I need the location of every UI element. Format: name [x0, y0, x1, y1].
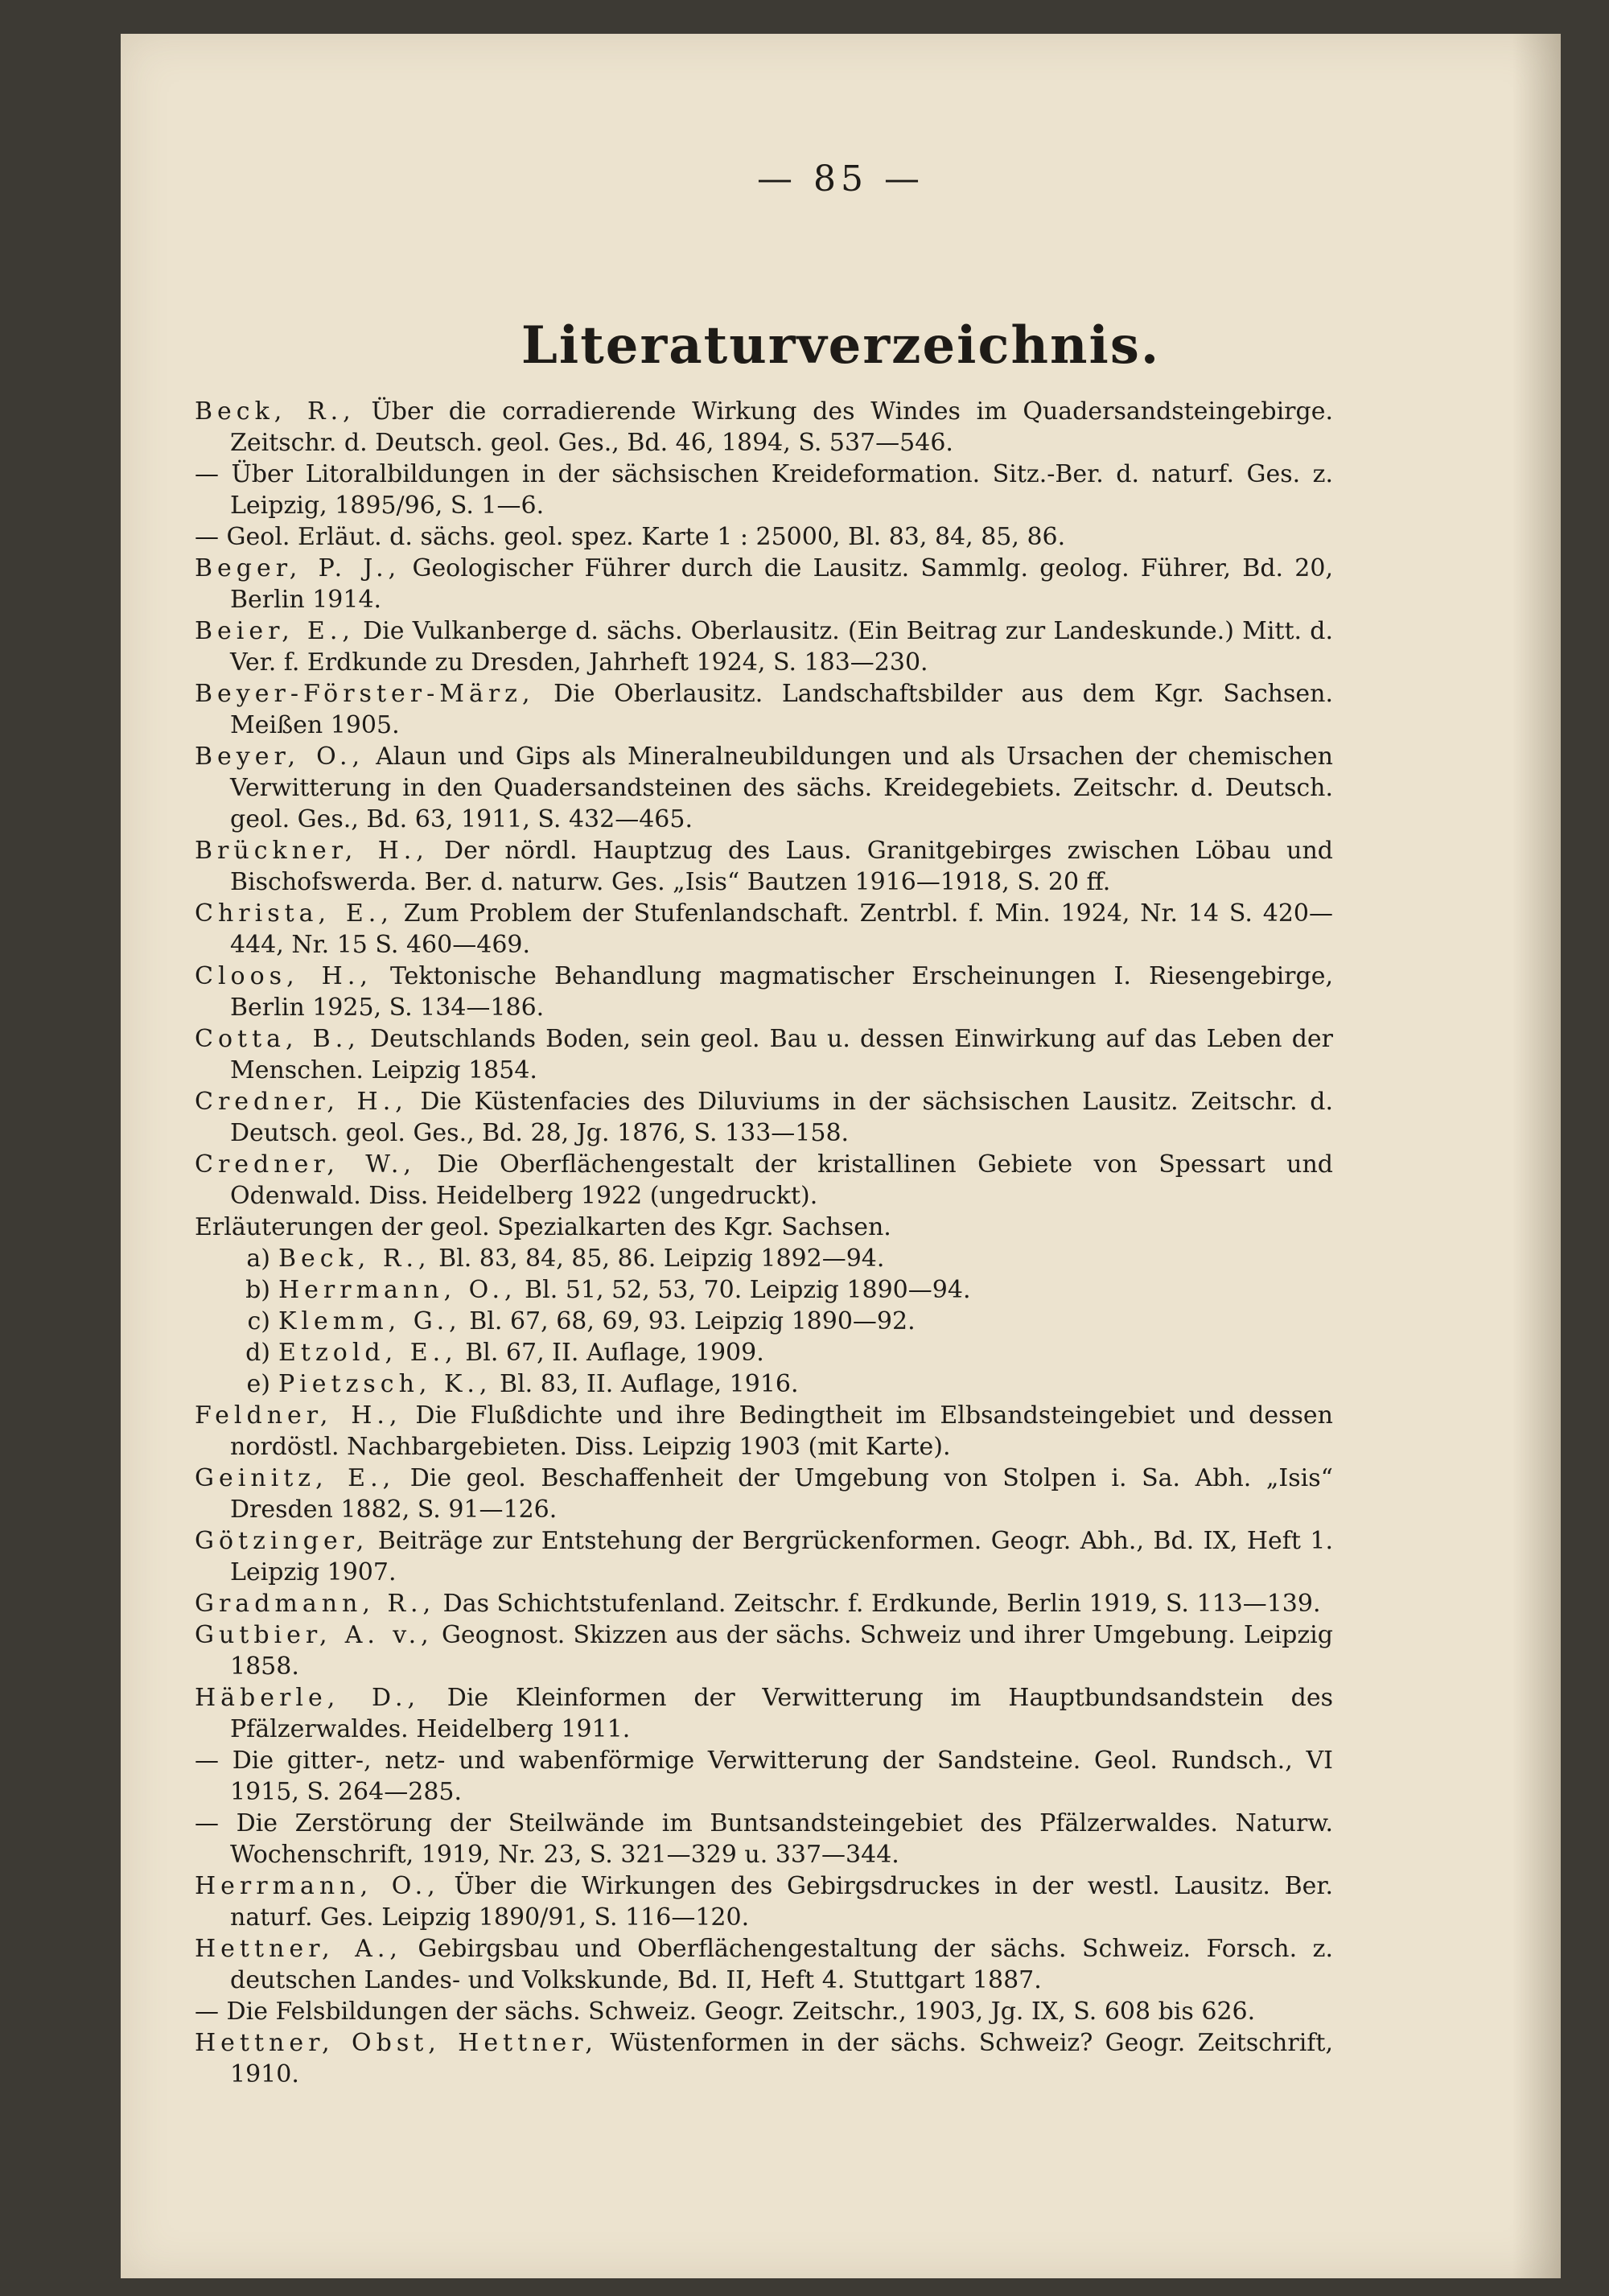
bib-entry: Cotta, B., Deutschlands Boden, sein geol. Bau u. dessen Einwirkung auf das Leben der Menschen. Leipzig 1854. — [195, 1025, 1333, 1084]
bib-entry: Beier, E., Die Vulkanberge d. sächs. Oberlausitz. (Ein Beitrag zur Landeskunde.) Mitt. d. Ver. f. Erdkunde zu Dresden, Jahrheft 1924, S. 183—230. — [195, 617, 1333, 677]
bib-entry: Beger, P. J., Geologischer Führer durch die Lausitz. Sammlg. geolog. Führer, Bd. 20, Berlin 1914. — [195, 554, 1334, 614]
bib-entry: Herrmann, O., Über die Wirkungen des Gebirgsdruckes in der westl. Lausitz. Ber. naturf. Ges. Leipzig 1890/91, S. 116—120. — [195, 1872, 1333, 1932]
bib-entry: Gutbier, A. v., Geognost. Skizzen aus der sächs. Schweiz und ihrer Umgebung. Leipzig 1858. — [195, 1621, 1333, 1681]
bibliography — [195, 396, 1333, 2090]
page-title: Literaturverzeichnis. — [521, 315, 1161, 376]
bib-entry: Cloos, H., Tektonische Behandlung magmatischer Erscheinungen I. Riesengebirge, Berlin 1925, S. 134—186. — [195, 962, 1334, 1022]
bib-entry: Geinitz, E., Die geol. Beschaffenheit der Umgebung von Stolpen i. Sa. Abh. „Isis“ Dresden 1882, S. 91—126. — [195, 1464, 1333, 1524]
bib-entry: — Die Zerstörung der Steilwände im Buntsandsteingebiet des Pfälzerwaldes. Naturw. Wochenschrift, 1919, Nr. 23, S. 321—329 u. 337—344. — [195, 1809, 1333, 1869]
bib-entry: Christa, E., Zum Problem der Stufenlandschaft. Zentrbl. f. Min. 1924, Nr. 14 S. 420—444, Nr. 15 S. 460—469. — [195, 899, 1334, 959]
bib-entry: — Über Litoralbildungen in der sächsischen Kreideformation. Sitz.-Ber. d. naturf. Ges. z. Leipzig, 1895/96, S. 1—6. — [195, 460, 1333, 520]
page-number: — 85 — — [757, 158, 924, 200]
bib-entry: Brückner, H., Der nördl. Hauptzug des Laus. Granitgebirges zwischen Löbau und Bischofswerda. Ber. d. naturw. Ges. „Isis“ Bautzen 1916—1918, S. 20 ff. — [195, 837, 1333, 896]
bib-entry: — Die gitter-, netz- und wabenförmige Verwitterung der Sandsteine. Geol. Rundsch., VI 1915, S. 264—285. — [195, 1747, 1333, 1806]
bib-entry: Häberle, D., Die Kleinformen der Verwitterung im Hauptbundsandstein des Pfälzerwaldes. Heidelberg 1911. — [195, 1684, 1333, 1743]
bib-entry: — Geol. Erläut. d. sächs. geol. spez. Karte 1 : 25000, Bl. 83, 84, 85, 86. — [195, 523, 1066, 551]
bib-sub-entry: b) Herrmann, O., Bl. 51, 52, 53, 70. Leipzig 1890—94. — [245, 1276, 971, 1304]
bib-entry: Beyer-Förster-März, Die Oberlausitz. Landschaftsbilder aus dem Kgr. Sachsen. Meißen 1905. — [195, 680, 1333, 739]
bib-sub-entry: c) Klemm, G., Bl. 67, 68, 69, 93. Leipzig 1890—92. — [247, 1307, 916, 1335]
bib-entry: Beyer, O., Alaun und Gips als Mineralneubildungen und als Ursachen der chemischen Verwitterung in den Quadersandsteinen des sächs. Kreidegebiets. Zeitschr. d. Deutsch. geol. Ges., Bd. 63, 1911, S. 432—465. — [195, 743, 1333, 833]
bib-entry: Feldner, H., Die Flußdichte und ihre Bedingtheit im Elbsandsteingebiet und dessen nordöstl. Nachbargebieten. Diss. Leipzig 1903 (mit Karte). — [195, 1401, 1333, 1461]
bib-sub-entry: e) Pietzsch, K., Bl. 83, II. Auflage, 1916. — [246, 1370, 799, 1398]
bib-entry: Beck, R., Über die corradierende Wirkung des Windes im Quadersandsteingebirge. Zeitschr. d. Deutsch. geol. Ges., Bd. 46, 1894, S. 537—546. — [195, 397, 1333, 457]
bib-entry: Gradmann, R., Das Schichtstufenland. Zeitschr. f. Erdkunde, Berlin 1919, S. 113—139. — [195, 1590, 1321, 1618]
bib-entry: Hettner, A., Gebirgsbau und Oberflächengestaltung der sächs. Schweiz. Forsch. z. deutschen Landes- und Volkskunde, Bd. II, Heft 4. Stuttgart 1887. — [195, 1935, 1333, 1994]
bib-entry: Götzinger, Beiträge zur Entstehung der Bergrückenformen. Geogr. Abh., Bd. IX, Heft 1. Leipzig 1907. — [195, 1527, 1333, 1586]
bib-entry-heading: Erläuterungen der geol. Spezialkarten des Kgr. Sachsen. — [195, 1213, 891, 1241]
bib-entry: Hettner, Obst, Hettner, Wüstenformen in der sächs. Schweiz? Geogr. Zeitschrift, 1910. — [195, 2029, 1333, 2088]
bib-entry: Credner, H., Die Küstenfacies des Diluviums in der sächsischen Lausitz. Zeitschr. d. Deutsch. geol. Ges., Bd. 28, Jg. 1876, S. 133—158. — [195, 1088, 1333, 1147]
bib-entry: — Die Felsbildungen der sächs. Schweiz. Geogr. Zeitschr., 1903, Jg. IX, S. 608 bis 626. — [195, 1998, 1256, 2026]
bib-sub-entry: a) Beck, R., Bl. 83, 84, 85, 86. Leipzig 1892—94. — [246, 1245, 885, 1273]
bib-entry: Credner, W., Die Oberflächengestalt der kristallinen Gebiete von Spessart und Odenwald. Diss. Heidelberg 1922 (ungedruckt). — [195, 1150, 1334, 1210]
bib-sub-entry: d) Etzold, E., Bl. 67, II. Auflage, 1909. — [245, 1339, 764, 1367]
book-page — [121, 34, 1561, 2278]
